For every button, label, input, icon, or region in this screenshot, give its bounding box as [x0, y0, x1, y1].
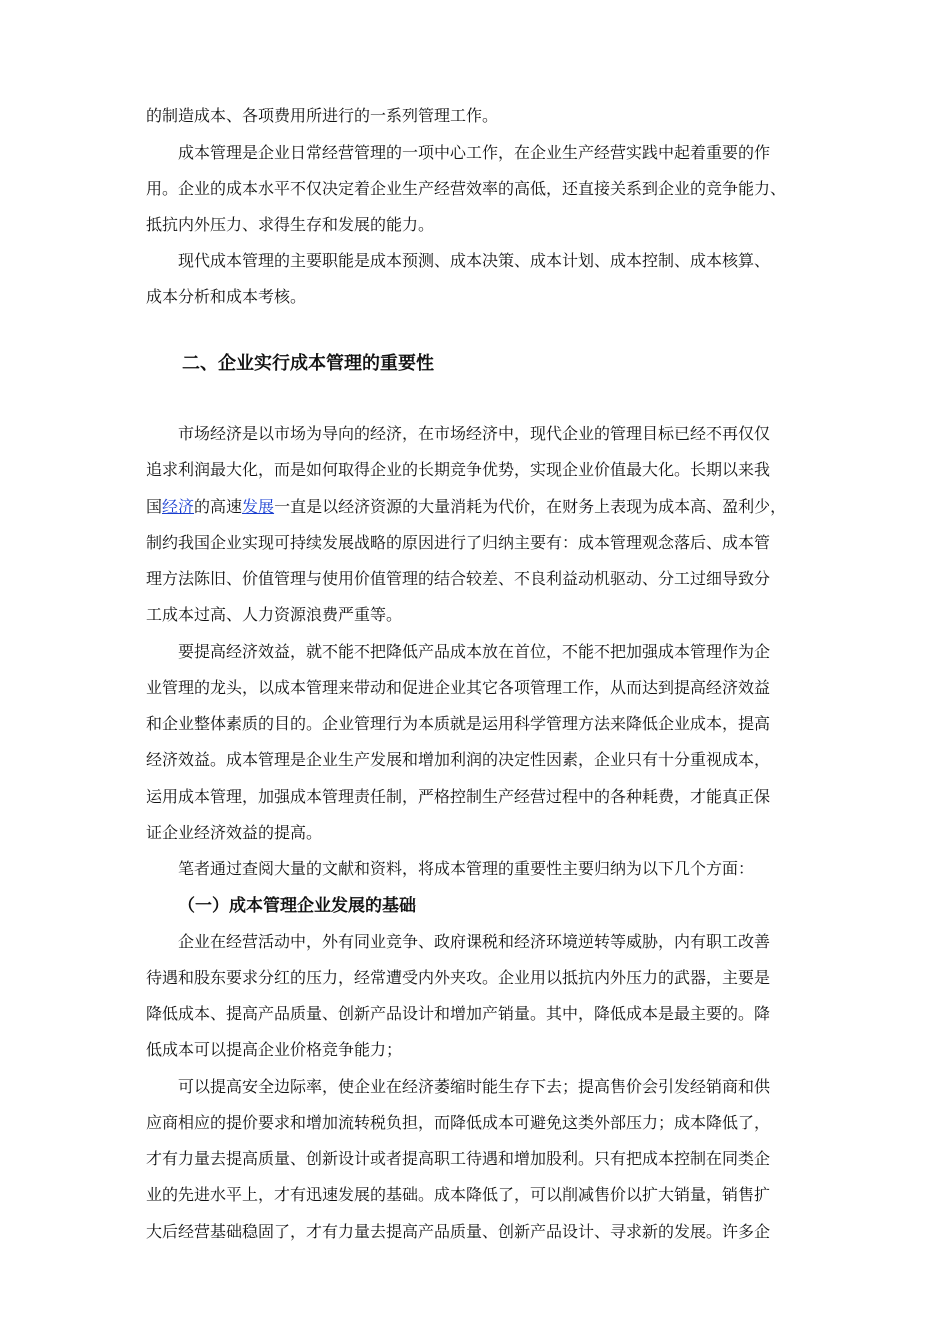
subsection-heading: （一）成本管理企业发展的基础 [178, 896, 416, 916]
paragraph-line: 的制造成本、各项费用所进行的一系列管理工作。 [146, 106, 499, 125]
paragraph-line: 现代成本管理的主要职能是成本预测、成本决策、成本计划、成本控制、成本核算、 [178, 251, 771, 270]
paragraph-line: 经济效益。成本管理是企业生产发展和增加利润的决定性因素，企业只有十分重视成本， [146, 750, 771, 769]
paragraph-line: 运用成本管理，加强成本管理责任制，严格控制生产经营过程中的各种耗费，才能真正保 [146, 787, 771, 806]
text-segment: 一直是以经济资源的大量消耗为代价，在财务上表现为成本高、盈利少， [274, 497, 787, 516]
paragraph-line: 制约我国企业实现可持续发展战略的原因进行了归纳主要有：成本管理观念落后、成本管 [146, 533, 771, 552]
paragraph-line: 应商相应的提价要求和增加流转税负担，而降低成本可避免这类外部压力；成本降低了， [146, 1113, 771, 1132]
paragraph-line: 成本分析和成本考核。 [146, 287, 307, 306]
paragraph-line: 理方法陈旧、价值管理与使用价值管理的结合较差、不良利益动机驱动、分工过细导致分 [146, 569, 771, 588]
paragraph-line: 工成本过高、人力资源浪费严重等。 [146, 605, 403, 624]
paragraph-line: 用。企业的成本水平不仅决定着企业生产经营效率的高低，还直接关系到企业的竞争能力、 [146, 179, 787, 198]
text-segment: 的高速 [194, 497, 243, 516]
link-development[interactable]: 发展 [242, 497, 275, 516]
paragraph-line: 才有力量去提高质量、创新设计或者提高职工待遇和增加股利。只有把成本控制在同类企 [146, 1149, 771, 1168]
paragraph-line: 待遇和股东要求分红的压力，经常遭受内外夹攻。企业用以抵抗内外压力的武器，主要是 [146, 968, 771, 987]
paragraph-line: 业的先进水平上，才有迅速发展的基础。成本降低了，可以削减售价以扩大销量，销售扩 [146, 1185, 771, 1204]
paragraph-line: 降低成本、提高产品质量、创新产品设计和增加产销量。其中，降低成本是最主要的。降 [146, 1004, 771, 1023]
link-economy[interactable]: 经济 [162, 497, 195, 516]
paragraph-line: 市场经济是以市场为导向的经济，在市场经济中，现代企业的管理目标已经不再仅仅 [178, 424, 771, 443]
paragraph-line: 抵抗内外压力、求得生存和发展的能力。 [146, 215, 435, 234]
paragraph-line: 笔者通过查阅大量的文献和资料，将成本管理的重要性主要归纳为以下几个方面： [178, 859, 755, 878]
paragraph-line: 低成本可以提高企业价格竞争能力； [146, 1040, 403, 1059]
paragraph-line: 和企业整体素质的目的。企业管理行为本质就是运用科学管理方法来降低企业成本，提高 [146, 714, 771, 733]
paragraph-line: 可以提高安全边际率，使企业在经济萎缩时能生存下去；提高售价会引发经销商和供 [178, 1077, 771, 1096]
paragraph-line: 大后经营基础稳固了，才有力量去提高产品质量、创新产品设计、寻求新的发展。许多企 [146, 1222, 771, 1241]
paragraph-line: 追求利润最大化，而是如何取得企业的长期竞争优势，实现企业价值最大化。长期以来我 [146, 460, 771, 479]
text-segment: 国 [146, 497, 163, 516]
paragraph-line-with-links [146, 497, 786, 517]
paragraph-line: 企业在经营活动中，外有同业竞争、政府课税和经济环境逆转等威胁，内有职工改善 [178, 932, 771, 951]
paragraph-line: 要提高经济效益，就不能不把降低产品成本放在首位，不能不把加强成本管理作为企 [178, 642, 771, 661]
paragraph-line: 业管理的龙头，以成本管理来带动和促进企业其它各项管理工作，从而达到提高经济效益 [146, 678, 771, 697]
section-heading: 二、企业实行成本管理的重要性 [182, 353, 434, 374]
paragraph-line: 成本管理是企业日常经营管理的一项中心工作，在企业生产经营实践中起着重要的作 [178, 143, 771, 162]
paragraph-line: 证企业经济效益的提高。 [146, 823, 323, 842]
